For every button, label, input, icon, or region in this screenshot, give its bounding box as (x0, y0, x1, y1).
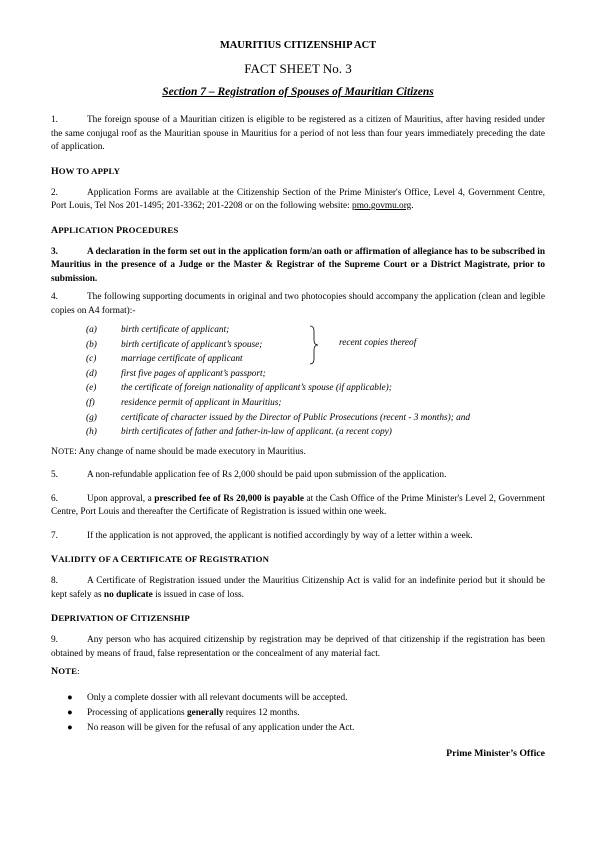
para-text: The following supporting documents in original and two photocopies should accompany the application (clean and legible copies on A4 format):- (51, 292, 545, 316)
paragraph-9 (51, 634, 545, 661)
para-number: 4. (51, 292, 58, 302)
para-number: 9. (51, 635, 58, 646)
signature: Prime Minister’s Office (446, 748, 545, 760)
para-text: Any person who has acquired citizenship by registration may be deprived of that citizenship if the registration has been obtained by means of fraud, false representation or the concealment of any material fact. (51, 635, 545, 659)
website-link[interactable]: pmo.govmu.org (352, 201, 412, 211)
bullet-icon: ● (67, 693, 73, 704)
paragraph-5 (51, 469, 545, 483)
paragraph-3 (51, 246, 545, 287)
para-number: 8. (51, 576, 58, 587)
para-number: 2. (51, 187, 58, 198)
note-heading: NOTE: (51, 666, 80, 678)
para-text: The foreign spouse of a Mauritian citizen is eligible to be registered as a citizen of Mauritius, after having resided under the same conjugal roof as the Mauritian spouse in Mauritius for a period of not less than four years immediately preceding the date of application. (51, 115, 545, 152)
curly-brace-icon (309, 325, 319, 365)
paragraph-6: 6. Upon approval, a prescribed fee of Rs 20,000 is payable at the Cash Office of the Prime Minister's Level 2, Government Centre, Port Louis and thereafter the Certificate of Registration is issued within one week. (51, 493, 546, 518)
list-item: (e) the certificate of foreign nationality of applicant’s spouse (if applicable); (86, 383, 392, 394)
list-item: (f) residence permit of applicant in Mauritius; (86, 397, 282, 408)
para-text: If the application is not approved, the applicant is notified accordingly by way of a letter within a week. (87, 530, 473, 541)
heading-application-procedures: APPLICATION PROCEDURES (51, 224, 179, 236)
brace-label: recent copies thereof (339, 338, 417, 348)
para-number: 6. (51, 493, 58, 504)
paragraph-1 (51, 114, 545, 155)
bullet-icon: ● (67, 708, 73, 719)
list-item: ● Processing of applications generally requires 12 months. (51, 706, 545, 721)
list-item: (h) birth certificates of father and father-in-law of applicant. (a recent copy) (86, 427, 392, 438)
paragraph-7 (51, 530, 545, 544)
section-title: Section 7 – Registration of Spouses of Mauritian Citizens (162, 86, 434, 98)
list-item: (a) birth certificate of applicant; (86, 325, 230, 335)
list-item: (b) birth certificate of applicant’s spouse; (86, 339, 263, 350)
paragraph-8: 8. A Certificate of Registration issued under the Mauritius Citizenship Act is valid for an indefinite period but it should be kept safely as no duplicate is issued in case of loss. (51, 576, 545, 600)
documents-list (51, 323, 545, 440)
heading-deprivation: DEPRIVATION OF CITIZENSHIP (51, 613, 190, 625)
heading-validity: VALIDITY OF A CERTIFICATE OF REGISTRATION (51, 554, 270, 566)
list-item: ● Only a complete dossier with all relevant documents will be accepted. (51, 691, 545, 706)
act-title: MAURITIUS CITIZENSHIP ACT (219, 40, 377, 51)
list-item: (c) marriage certificate of applicant (86, 354, 243, 365)
list-item: (g) certificate of character issued by the Director of Public Prosecutions (recent - 3 months); and (86, 412, 471, 423)
heading-how-to-apply: HOW TO APPLY (51, 165, 121, 177)
list-item: ● No reason will be given for the refusal of any application under the Act. (51, 721, 545, 736)
para-number: 3. (51, 246, 58, 257)
note-name-change: NOTE: Any change of name should be made executory in Mauritius. (51, 445, 306, 457)
fact-sheet-title: FACT SHEET No. 3 (244, 61, 352, 76)
list-item: (d) first five pages of applicant’s passport; (86, 368, 266, 379)
notes-bullet-list (51, 691, 545, 736)
para-text: A declaration in the form set out in the application form/an oath or affirmation of allegiance has to be subscribed in Mauritius in the presence of a Judge or the Master & Registrar of the Supreme Court or a District Magistrate, prior to submission. (51, 246, 545, 284)
para-text: Application Forms are available at the Citizenship Section of the Prime Minister's Office, Level 4, Government Centre, Port Louis, Tel Nos 201-1495; 201-3362; 201-2208 or on the following website: (51, 187, 545, 211)
bullet-icon: ● (67, 723, 73, 734)
paragraph-4 (51, 291, 545, 318)
fact-sheet-page (51, 40, 545, 759)
para-number: 1. (51, 115, 58, 125)
para-number: 7. (51, 530, 58, 541)
para-number: 5. (51, 470, 58, 481)
paragraph-2: 2. Application Forms are available at the Citizenship Section of the Prime Minister's Office, Level 4, Government Centre, Port Louis, Tel Nos 201-1495; 201-3362; 201-2208 or on the following website: pmo.govmu.org. (51, 187, 545, 211)
para-text: A non-refundable application fee of Rs 2,000 should be paid upon submission of the application. (87, 470, 447, 481)
